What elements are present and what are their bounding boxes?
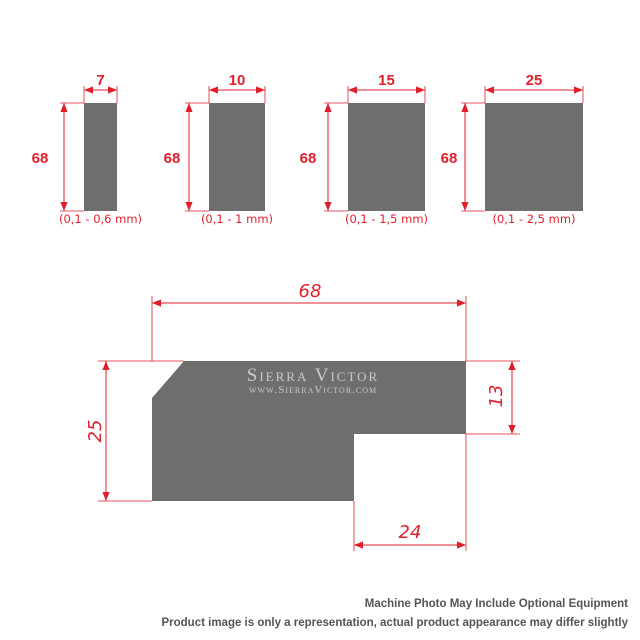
blade-height-label: 68 (163, 150, 181, 167)
footer-optional-equipment-note: Machine Photo May Include Optional Equipment (364, 598, 628, 610)
blade-bar (348, 103, 425, 211)
length-label: 68 (298, 281, 322, 302)
blade-width-label: 15 (378, 72, 395, 89)
blade-range-label: (0,1 - 1 mm) (200, 212, 274, 226)
blade-profile-drawing (85, 281, 520, 551)
notch-height-label: 13 (486, 384, 507, 408)
blade-width-label: 25 (525, 72, 543, 89)
blade-bar (209, 103, 265, 211)
watermark-url: www.SierraVictor.com (248, 384, 378, 396)
blade-height-label: 68 (299, 150, 317, 167)
blade-height-label: 68 (440, 150, 458, 167)
watermark-brand: Sierra Victor (246, 365, 380, 386)
blade-bar (84, 103, 117, 211)
height-label: 25 (85, 419, 106, 443)
blade-range-label: (0,1 - 1,5 mm) (344, 212, 429, 226)
blade-range-label: (0,1 - 2,5 mm) (492, 212, 576, 226)
blade-height-label: 68 (31, 150, 49, 167)
blade-size-row (32, 72, 583, 226)
notch-width-label: 24 (398, 522, 422, 543)
blade-width-label: 10 (228, 72, 246, 89)
footer-disclaimer: Product image is only a representation, actual product appearance may differ slightly (161, 617, 628, 629)
blade-width-label: 7 (96, 72, 105, 89)
blade-bar (485, 103, 583, 211)
blade-range-label: (0,1 - 0,6 mm) (58, 212, 143, 226)
